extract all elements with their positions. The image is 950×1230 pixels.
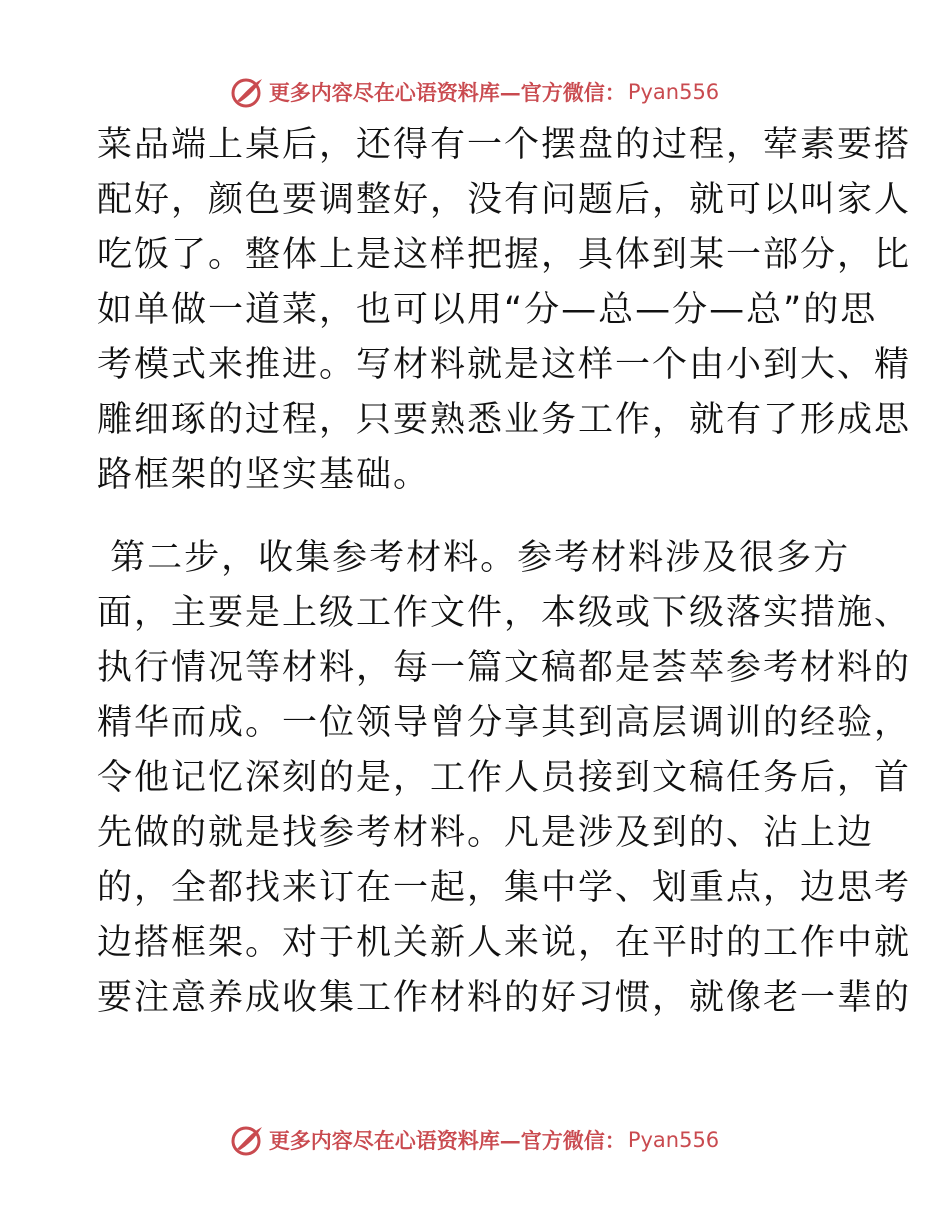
paragraph-1 [97, 118, 912, 503]
text-line: 要注意养成收集工作材料的好习惯，就像老一辈的 [97, 978, 912, 1018]
footer-wechat-id: Pyan556 [627, 1128, 720, 1152]
text-line: 吃饭了。整体上是这样把握，具体到某一部分，比 [97, 235, 912, 275]
text-line: 面，主要是上级工作文件，本级或下级落实措施、 [97, 593, 912, 633]
header-wechat-id: Pyan556 [627, 80, 720, 104]
text-line: 配好，颜色要调整好，没有问题后，就可以叫家人 [97, 180, 912, 220]
text-line: 精华而成。一位领导曾分享其到高层调训的经验， [97, 703, 912, 743]
text-line: 令他记忆深刻的是，工作人员接到文稿任务后，首 [97, 758, 912, 798]
paragraph-2 [97, 531, 912, 1026]
feather-logo-icon [231, 75, 265, 109]
text-line: 边搭框架。对于机关新人来说，在平时的工作中就 [97, 923, 912, 963]
text-line: 如单做一道菜，也可以用“分—总—分—总”的思 [97, 290, 878, 330]
feather-logo-icon [231, 1123, 265, 1157]
text-line: 先做的就是找参考材料。凡是涉及到的、沾上边 [97, 813, 875, 853]
text-line: 考模式来推进。写材料就是这样一个由小到大、精 [97, 345, 912, 385]
text-line: 第二步，收集参考材料。参考材料涉及很多方 [97, 538, 851, 578]
footer-banner [0, 1120, 950, 1160]
text-line: 执行情况等材料，每一篇文稿都是荟萃参考材料的 [97, 648, 912, 688]
text-line: 的，全都找来订在一起，集中学、划重点，边思考 [97, 868, 912, 908]
header-banner-text: 更多内容尽在心语资料库—官方微信： [268, 80, 626, 105]
text-line: 路框架的坚实基础。 [97, 455, 431, 495]
text-line: 菜品端上桌后，还得有一个摆盘的过程，荤素要搭 [97, 125, 912, 165]
header-banner [0, 72, 950, 112]
text-line: 雕细琢的过程，只要熟悉业务工作，就有了形成思 [97, 400, 912, 440]
document-body [97, 118, 912, 1026]
footer-banner-text: 更多内容尽在心语资料库—官方微信： [268, 1128, 626, 1153]
